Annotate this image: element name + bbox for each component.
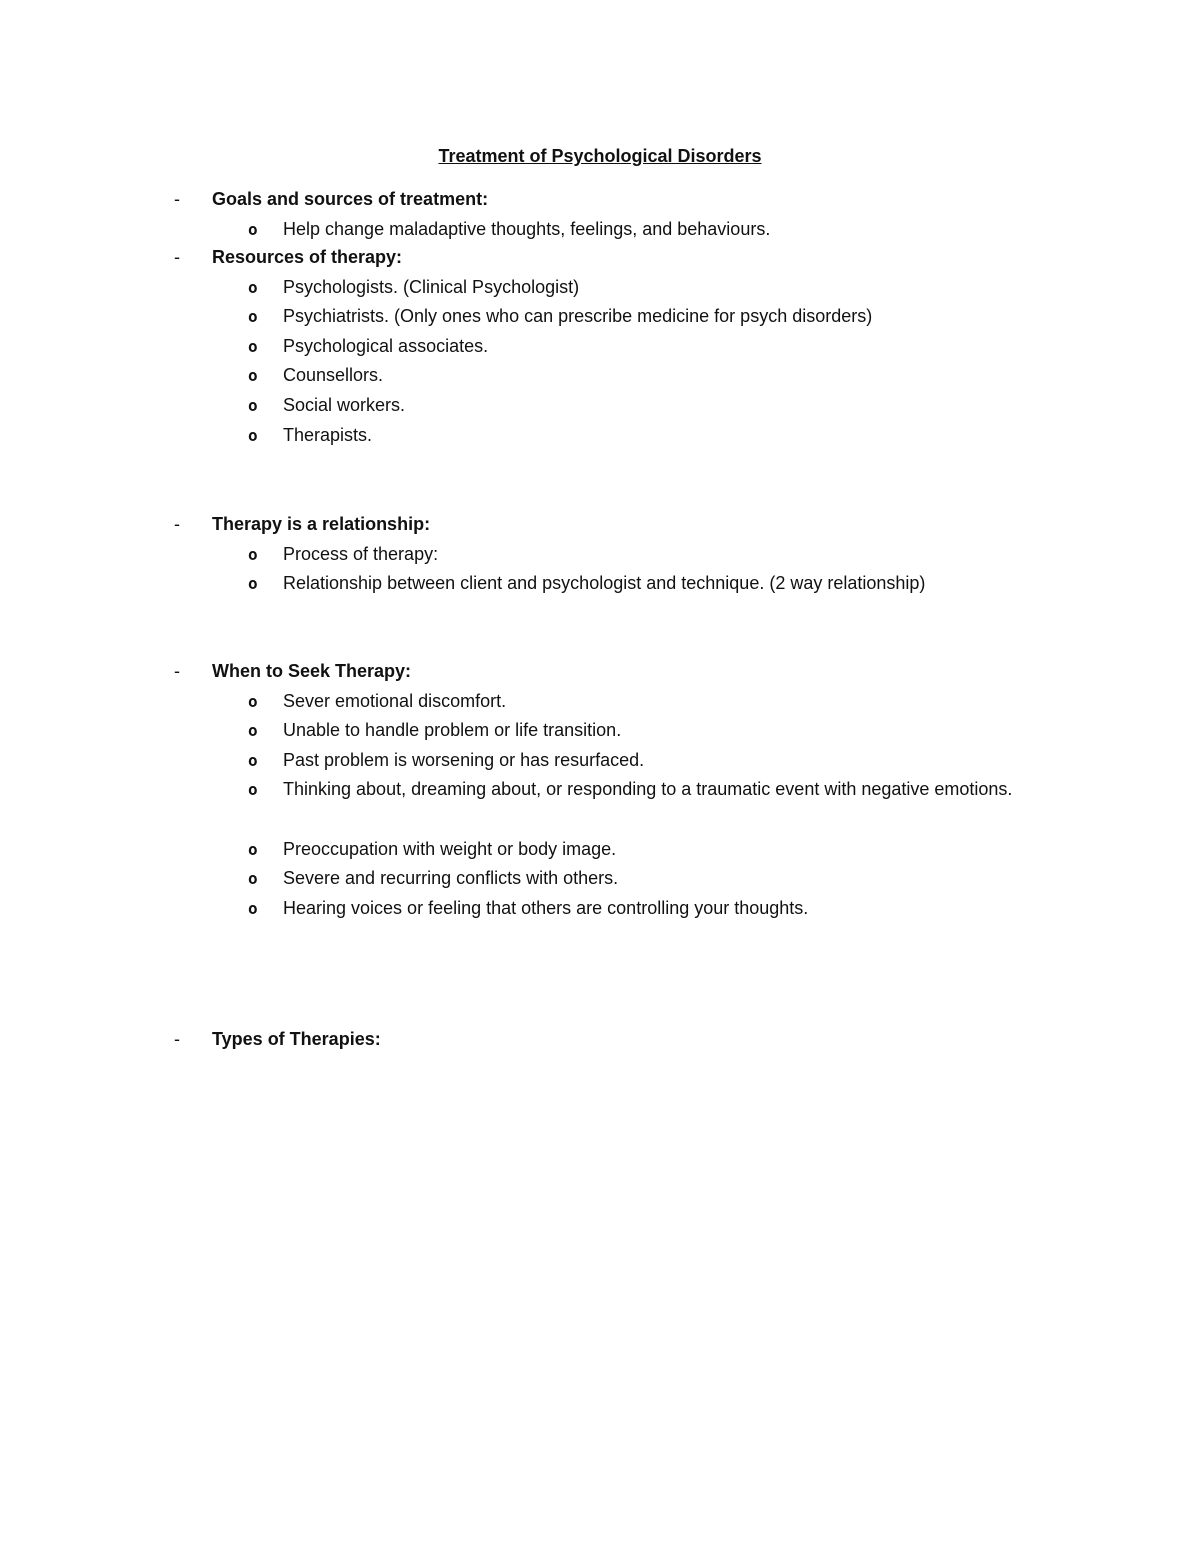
- section-heading-row: [0, 243, 1200, 273]
- bullet-marker: o: [248, 898, 258, 918]
- bullet-marker: o: [248, 307, 258, 327]
- bullet-marker: o: [248, 869, 258, 889]
- bullet-marker: o: [248, 219, 258, 239]
- list-item: [0, 775, 1200, 834]
- list-item: [0, 215, 1200, 245]
- document-title: Treatment of Psychological Disorders: [438, 146, 762, 166]
- list-item-text: Process of therapy:: [283, 543, 439, 564]
- bullet-marker: o: [248, 721, 258, 741]
- bullet-marker: o: [248, 691, 258, 711]
- list-item: [0, 864, 1200, 894]
- section-goals: [0, 185, 1200, 244]
- section-heading-row: [0, 657, 1200, 687]
- section-when-to-seek: [0, 657, 1200, 923]
- list-item: [0, 716, 1200, 746]
- section-heading: Therapy is a relationship:: [212, 514, 431, 534]
- bullet-marker: o: [248, 336, 258, 356]
- section-heading: Goals and sources of treatment:: [212, 189, 489, 209]
- section-resources: [0, 243, 1200, 450]
- section-heading: Types of Therapies:: [212, 1029, 381, 1049]
- list-item-text: Psychological associates.: [283, 335, 489, 356]
- list-item-text: Unable to handle problem or life transition.: [283, 720, 622, 741]
- list-item-text: Relationship between client and psychologist and technique. (2 way relationship): [283, 573, 926, 594]
- section-heading: Resources of therapy:: [212, 247, 403, 267]
- section-heading-row: [0, 1025, 1200, 1055]
- list-item-text: Severe and recurring conflicts with others.: [283, 868, 619, 889]
- list-item-text: Hearing voices or feeling that others are controlling your thoughts.: [283, 897, 809, 918]
- list-item-text: Help change maladaptive thoughts, feelings, and behaviours.: [283, 218, 771, 239]
- bullet-marker: o: [248, 425, 258, 445]
- list-item: [0, 687, 1200, 717]
- list-item: [0, 302, 1200, 332]
- list-item: [0, 569, 1200, 599]
- dash-marker: -: [174, 1029, 180, 1049]
- dash-marker: -: [174, 247, 180, 267]
- list-item: [0, 273, 1200, 303]
- list-item-text: Therapists.: [283, 424, 373, 445]
- section-heading: When to Seek Therapy:: [212, 661, 412, 681]
- list-item-text: Counsellors.: [283, 365, 384, 386]
- section-relationship: [0, 510, 1200, 599]
- list-item-text: Psychologists. (Clinical Psychologist): [283, 276, 580, 297]
- list-item: [0, 894, 1200, 924]
- bullet-marker: o: [248, 366, 258, 386]
- dash-marker: -: [174, 189, 180, 209]
- bullet-marker: o: [248, 395, 258, 415]
- section-heading-row: [0, 510, 1200, 540]
- list-item: [0, 746, 1200, 776]
- list-item-text: Thinking about, dreaming about, or responding to a traumatic event with negative emotions.: [283, 779, 1013, 800]
- bullet-marker: o: [248, 839, 258, 859]
- bullet-marker: o: [248, 750, 258, 770]
- dash-marker: -: [174, 514, 180, 534]
- list-item: [0, 332, 1200, 362]
- section-heading-row: [0, 185, 1200, 215]
- bullet-marker: o: [248, 277, 258, 297]
- list-item-text: Sever emotional discomfort.: [283, 690, 507, 711]
- section-types-of-therapies: [0, 1025, 1200, 1055]
- list-item: [0, 361, 1200, 391]
- list-item: [0, 540, 1200, 570]
- list-item: [0, 391, 1200, 421]
- dash-marker: -: [174, 661, 180, 681]
- list-item: [0, 835, 1200, 865]
- bullet-marker: o: [248, 544, 258, 564]
- list-item: [0, 421, 1200, 451]
- list-item-text: Past problem is worsening or has resurfaced.: [283, 749, 645, 770]
- list-item-text: Social workers.: [283, 394, 406, 415]
- bullet-marker: o: [248, 780, 258, 800]
- list-item-text: Psychiatrists. (Only ones who can prescribe medicine for psych disorders): [283, 306, 873, 327]
- bullet-marker: o: [248, 574, 258, 594]
- list-item-text: Preoccupation with weight or body image.: [283, 838, 617, 859]
